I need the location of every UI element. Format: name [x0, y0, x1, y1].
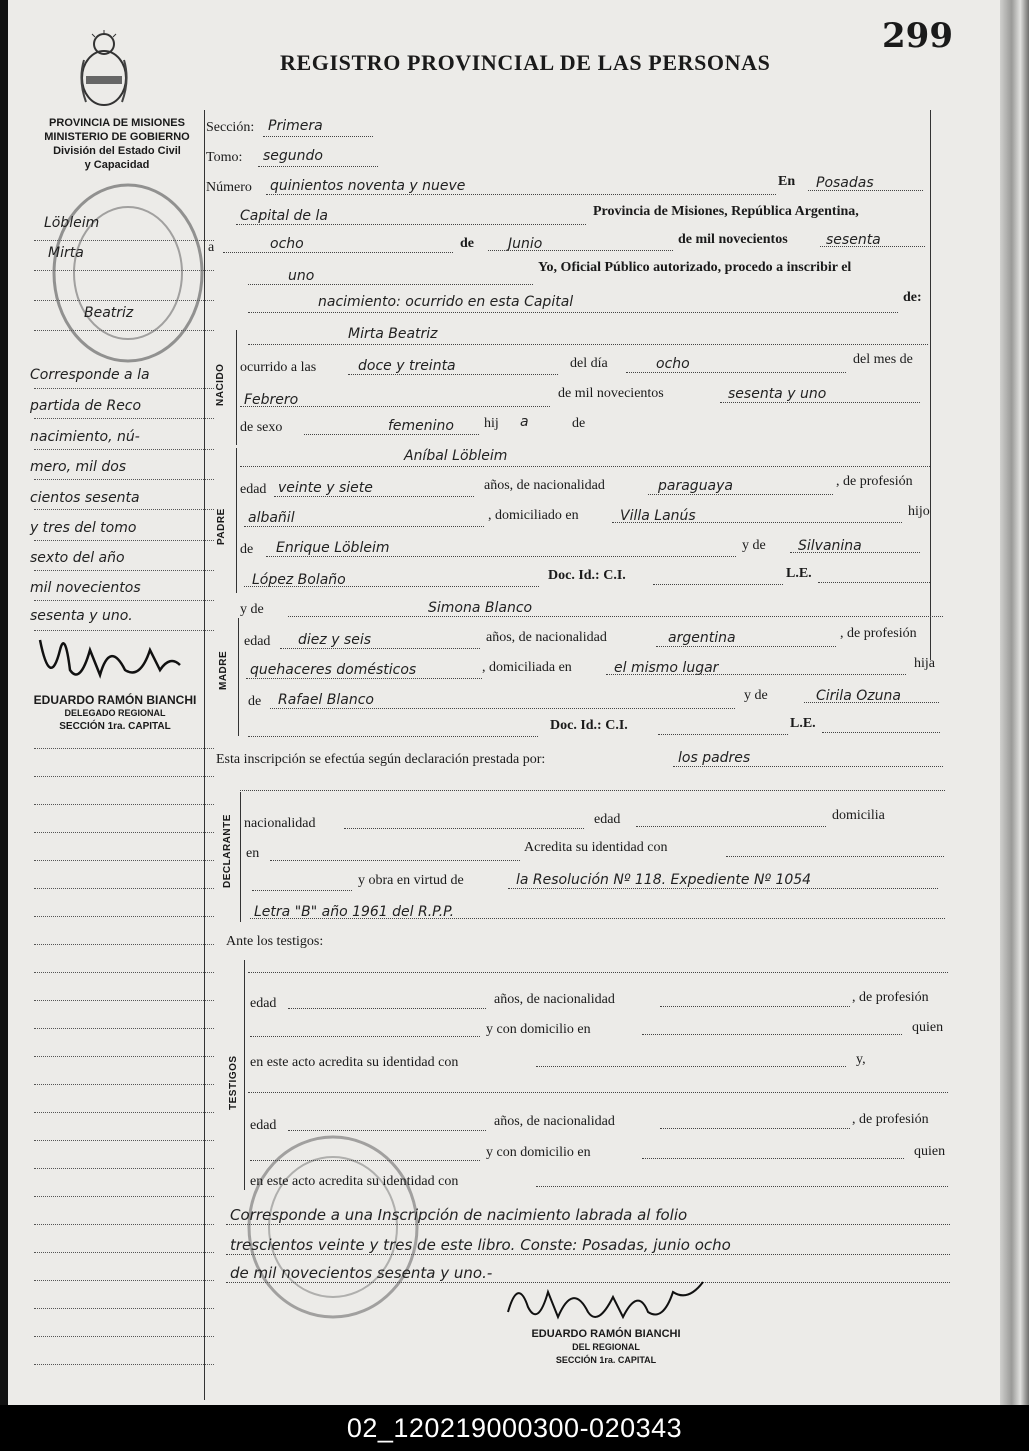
- dom-padre-value: Villa Lanús: [620, 508, 696, 524]
- provincia-text: Provincia de Misiones, República Argentina,: [593, 204, 859, 219]
- en-value: Posadas: [816, 175, 874, 191]
- inscribir-text: Yo, Oficial Público autorizado, procedo a inscribir el: [538, 260, 852, 275]
- margin-stamp: EDUARDO RAMÓN BIANCHI DELEGADO REGIONAL SECCIÓN 1ra. CAPITAL: [33, 693, 197, 732]
- margin-note-line: sexto del año: [30, 550, 125, 566]
- prof-padre-value: albañil: [248, 510, 295, 526]
- prof-padre-label: , de profesión: [836, 474, 913, 489]
- margin-line: [204, 110, 205, 1400]
- del-dia-label: del día: [570, 356, 608, 371]
- hija-label: hija: [914, 656, 935, 671]
- dom-madre-label: , domiciliada en: [482, 660, 572, 675]
- tomo-value: segundo: [263, 148, 323, 164]
- anios-padre-label: años, de nacionalidad: [484, 478, 605, 493]
- obra-value: la Resolución Nº 118. Expediente Nº 1054: [516, 872, 812, 888]
- dom-padre-label: , domiciliado en: [488, 508, 579, 523]
- edad-padre-label: edad: [240, 482, 267, 497]
- margin-note-line: Corresponde a la: [30, 367, 150, 383]
- prof-madre-value: quehaceres domésticos: [250, 662, 417, 678]
- de-label: de: [460, 236, 474, 251]
- testigos-label: TESTIGOS: [228, 1055, 239, 1110]
- domicilia-decl-label: domicilia: [832, 808, 885, 823]
- quien-t2-label: quien: [914, 1144, 946, 1159]
- book-edge: [1000, 0, 1029, 1405]
- de-padre-label: de: [240, 542, 254, 557]
- abuelo-materno: Rafael Blanco: [278, 692, 374, 708]
- nac-padre-value: paraguaya: [658, 478, 734, 494]
- seccion-label: Sección:: [206, 120, 255, 135]
- margin-note-line: sesenta y uno.: [30, 608, 133, 624]
- mes-nacido-value: Febrero: [244, 392, 299, 408]
- hij-value: a: [520, 414, 529, 430]
- nombre-value: Mirta Beatriz: [348, 326, 438, 342]
- ante-testigos-label: Ante los testigos:: [226, 934, 324, 949]
- en-decl-label: en: [246, 846, 260, 861]
- sexo-value: femenino: [388, 418, 454, 434]
- coat-of-arms-icon: [76, 30, 132, 108]
- le-padre-label: L.E.: [786, 566, 812, 581]
- signature-bottom: [498, 1272, 718, 1332]
- a-label: a: [208, 240, 215, 255]
- abuela-paterna-2: López Bolaño: [252, 572, 346, 588]
- doc-madre-label: Doc. Id.: C.I.: [550, 718, 628, 733]
- anio2-value: uno: [288, 268, 315, 284]
- de-colon-label: de:: [903, 290, 922, 305]
- bottom-stamp: EDUARDO RAMÓN BIANCHI DEL REGIONAL SECCIÓN 1ra. CAPITAL: [531, 1328, 681, 1365]
- padre-label: PADRE: [216, 508, 227, 545]
- anio-nacido-value: sesenta y uno: [728, 386, 827, 402]
- margin-note-line: mil novecientos: [30, 580, 141, 596]
- declarante-label: DECLARANTE: [222, 814, 233, 888]
- prof-madre-label: , de profesión: [840, 626, 917, 641]
- y-de-padre-label: y de: [742, 538, 766, 553]
- dom-t2-label: y con domicilio en: [486, 1145, 591, 1160]
- seccion-value: Primera: [268, 118, 323, 134]
- obra-value-2: Letra "B" año 1961 del R.P.P.: [254, 904, 455, 920]
- y-de-madre-label: y de: [240, 602, 264, 617]
- nota-final-3: de mil novecientos sesenta y uno.-: [230, 1264, 493, 1282]
- dom-t1-label: y con domicilio en: [486, 1022, 591, 1037]
- hij-label: hij: [484, 416, 499, 431]
- abuela-paterna: Silvanina: [798, 538, 862, 554]
- mil-label: de mil novecientos: [678, 232, 788, 247]
- department-header: PROVINCIA DE MISIONES MINISTERIO DE GOBIERNO División del Estado Civil y Capacidad: [44, 117, 190, 171]
- nac-madre-value: argentina: [668, 630, 736, 646]
- lugar-value: Capital de la: [240, 208, 328, 224]
- edad-t1-label: edad: [250, 996, 277, 1011]
- anios-t1-label: años, de nacionalidad: [494, 992, 615, 1007]
- right-border: [930, 110, 931, 660]
- madre-label: MADRE: [218, 650, 229, 690]
- dom-madre-value: el mismo lugar: [614, 660, 719, 676]
- prof-t2-label: , de profesión: [852, 1112, 929, 1127]
- nota-final-2: trescientos veinte y tres de este libro. Conste: Posadas, junio ocho: [230, 1236, 731, 1254]
- margin-note-line: partida de Reco: [30, 398, 142, 414]
- madre-nombre: Simona Blanco: [428, 600, 533, 616]
- acredita-t2-label: en este acto acredita su identidad con: [250, 1174, 459, 1189]
- dia-value: ocho: [270, 236, 304, 252]
- declaracion-text: Esta inscripción se efectúa según declaración prestada por:: [216, 752, 546, 767]
- edad-t2-label: edad: [250, 1118, 277, 1133]
- edad-decl-label: edad: [594, 812, 621, 827]
- ocurrido-label: ocurrido a las: [240, 360, 317, 375]
- margin-note-line: cientos sesenta: [30, 490, 140, 506]
- acto-value: nacimiento: ocurrido en esta Capital: [318, 294, 574, 310]
- obra-label: y obra en virtud de: [358, 873, 464, 888]
- del-mes-label: del mes de: [853, 352, 913, 367]
- margin-note-line: y tres del tomo: [30, 520, 137, 536]
- margin-surname: Löbleim: [44, 215, 100, 231]
- mil-nacido-label: de mil novecientos: [558, 386, 664, 401]
- folio-number: 299: [882, 16, 953, 56]
- tomo-label: Tomo:: [206, 150, 243, 165]
- register-page: [8, 0, 1000, 1405]
- de-madre-label: de: [248, 694, 262, 709]
- image-id-footer: 02_120219000300-020343: [0, 1405, 1029, 1451]
- padre-nombre: Aníbal Löbleim: [404, 448, 508, 464]
- de-nacido-label: de: [572, 416, 586, 431]
- mes-value: Junio: [508, 236, 543, 252]
- le-madre-label: L.E.: [790, 716, 816, 731]
- en-label: En: [778, 174, 796, 189]
- y-t1-label: y,: [856, 1052, 866, 1067]
- numero-value: quinientos noventa y nueve: [270, 178, 466, 194]
- nacionalidad-decl-label: nacionalidad: [244, 816, 316, 831]
- edad-madre-label: edad: [244, 634, 271, 649]
- page-title: REGISTRO PROVINCIAL DE LAS PERSONAS: [280, 50, 771, 75]
- margin-note-line: mero, mil dos: [30, 459, 127, 475]
- quien-t1-label: quien: [912, 1020, 944, 1035]
- numero-label: Número: [206, 180, 252, 195]
- hijo-label: hijo: [908, 504, 930, 519]
- acredita-decl-label: Acredita su identidad con: [524, 840, 668, 855]
- edad-padre-value: veinte y siete: [278, 480, 373, 496]
- anios-madre-label: años, de nacionalidad: [486, 630, 607, 645]
- sexo-label: de sexo: [240, 420, 283, 435]
- abuela-materna: Cirila Ozuna: [816, 688, 901, 704]
- abuelo-paterno: Enrique Löbleim: [276, 540, 390, 556]
- y-de-madre2-label: y de: [744, 688, 768, 703]
- declaracion-value: los padres: [678, 750, 751, 766]
- nacido-label: NACIDO: [215, 363, 226, 406]
- margin-note-line: nacimiento, nú-: [30, 429, 140, 445]
- doc-padre-label: Doc. Id.: C.I.: [548, 568, 626, 583]
- round-seal-stamp: [48, 178, 208, 368]
- margin-name-1: Mirta: [48, 245, 84, 261]
- dia-nacido-value: ocho: [656, 356, 690, 372]
- prof-t1-label: , de profesión: [852, 990, 929, 1005]
- anios-t2-label: años, de nacionalidad: [494, 1114, 615, 1129]
- edad-madre-value: diez y seis: [298, 632, 372, 648]
- margin-name-2: Beatriz: [84, 305, 134, 321]
- hora-value: doce y treinta: [358, 358, 456, 374]
- nota-final-1: Corresponde a una Inscripción de nacimiento labrada al folio: [230, 1206, 688, 1224]
- acredita-t1-label: en este acto acredita su identidad con: [250, 1055, 459, 1070]
- anio1-value: sesenta: [826, 232, 881, 248]
